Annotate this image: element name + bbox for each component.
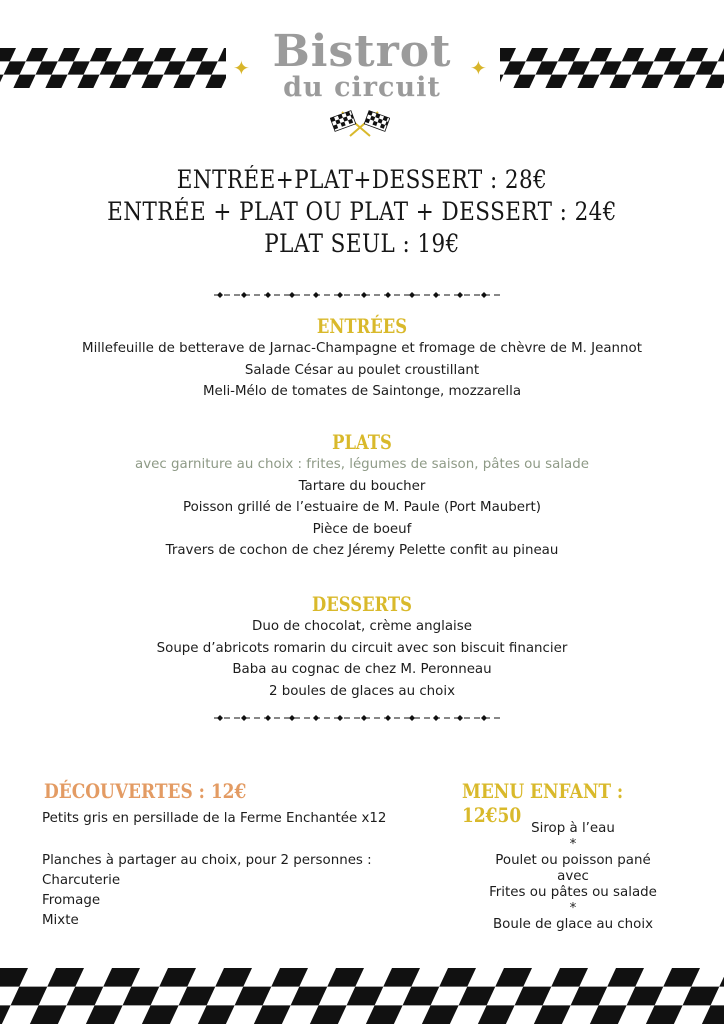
- entrees-section: [0, 314, 724, 403]
- menu-item: Millefeuille de betterave de Jarnac-Champagne et fromage de chèvre de M. Jeannot: [82, 341, 642, 356]
- checkered-band-left-icon: [0, 48, 226, 88]
- desserts-title: DESSERTS: [312, 592, 412, 616]
- planches-intro: Planches à partager au choix, pour 2 personnes :: [42, 853, 372, 868]
- kid-menu-separator: *: [569, 901, 577, 916]
- kid-menu-line: Poulet ou poisson pané: [495, 853, 651, 868]
- price-formula-full: ENTRÉE+PLAT+DESSERT : 28€: [176, 165, 548, 194]
- menu-item: Pièce de boeuf: [312, 521, 412, 537]
- menu-item: Salade César au poulet croustillant: [244, 362, 480, 378]
- planche-item: Mixte: [42, 913, 79, 928]
- menu-item: Meli-Mélo de tomates de Saintonge, mozzarella: [202, 384, 522, 399]
- price-formula-single: PLAT SEUL : 19€: [264, 229, 460, 258]
- menu-enfant-section: [462, 821, 684, 933]
- crossed-checkered-flags-icon: [330, 108, 390, 138]
- plats-note: avec garniture au choix : frites, légumes de saison, pâtes ou salade: [135, 457, 589, 472]
- logo-title: Bistrot: [272, 26, 452, 77]
- menu-item: Travers de cochon de chez Jéremy Pelette confit au pineau: [165, 543, 559, 558]
- sparkle-icon: ✦: [233, 56, 250, 80]
- ornament-divider: [214, 713, 504, 723]
- checkered-footer-icon: [0, 968, 724, 1024]
- planche-item: Charcuterie: [42, 873, 121, 888]
- kid-menu-line: Sirop à l’eau: [531, 821, 615, 836]
- menu-item: Duo de chocolat, crème anglaise: [252, 619, 472, 634]
- menu-item: 2 boules de glaces au choix: [268, 683, 456, 699]
- menu-item: Poisson grillé de l’estuaire de M. Paule (Port Maubert): [182, 500, 542, 515]
- price-list: [0, 164, 724, 260]
- planches-section: [42, 851, 372, 931]
- kid-menu-separator: *: [569, 837, 577, 852]
- decouvertes-title: DÉCOUVERTES : 12€: [44, 779, 247, 803]
- planche-item: Fromage: [42, 893, 101, 908]
- menu-item: Baba au cognac de chez M. Peronneau: [232, 662, 492, 677]
- checkered-band-right-icon: [500, 48, 724, 88]
- ornament-divider: [214, 290, 504, 300]
- price-formula-two: ENTRÉE + PLAT OU PLAT + DESSERT : 24€: [107, 197, 617, 226]
- plats-section: [0, 430, 724, 562]
- plats-title: PLATS: [332, 430, 392, 454]
- menu-enfant-title: MENU ENFANT : 12€50: [462, 779, 624, 827]
- logo-subtitle: du circuit: [283, 72, 441, 103]
- entrees-title: ENTRÉES: [316, 314, 408, 338]
- kid-menu-line: Boule de glace au choix: [493, 917, 653, 932]
- menu-item: Tartare du boucher: [298, 478, 426, 494]
- kid-menu-line: Frites ou pâtes ou salade: [489, 885, 657, 900]
- decouvertes-section: [42, 809, 386, 829]
- kid-menu-line: avec: [557, 869, 589, 884]
- sparkle-icon: ✦: [470, 56, 487, 80]
- menu-item: Soupe d’abricots romarin du circuit avec son biscuit financier: [156, 640, 568, 656]
- desserts-section: [0, 592, 724, 702]
- decouvertes-item: Petits gris en persillade de la Ferme Enchantée x12: [42, 811, 387, 826]
